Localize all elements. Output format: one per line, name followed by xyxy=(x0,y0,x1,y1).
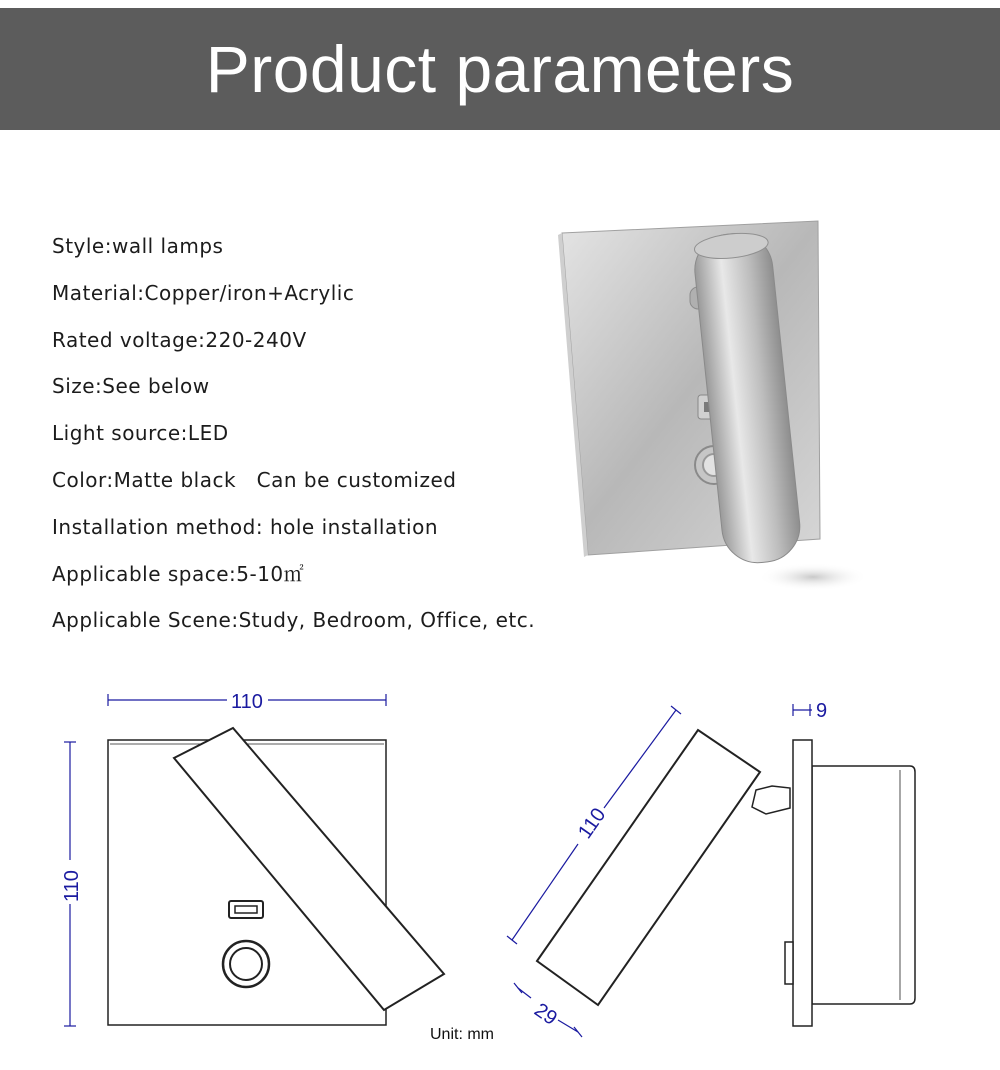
front-view xyxy=(108,728,444,1025)
spec-scene: Applicable Scene:Study, Bedroom, Office, etc. xyxy=(52,608,536,633)
side-arm xyxy=(752,786,790,814)
spec-style: Style:wall lamps xyxy=(52,234,224,258)
side-thickness-dimension xyxy=(793,704,812,716)
spec-space: Applicable space:5-10㎡ xyxy=(52,561,305,586)
spec-installation: Installation method: hole installation xyxy=(52,514,439,539)
spec-size: Size:See below xyxy=(52,374,210,399)
dimension-drawing xyxy=(0,680,1000,1070)
product-photo xyxy=(548,205,868,605)
side-lamp-tube xyxy=(537,730,760,1005)
spec-color: Color:Matte black Can be customized xyxy=(52,467,457,492)
side-view xyxy=(537,730,915,1026)
page-title: Product parameters xyxy=(205,32,795,106)
unit-label: Unit: mm xyxy=(430,1026,494,1043)
side-button-bump xyxy=(785,942,793,984)
front-width-label: 110 xyxy=(231,691,263,713)
side-length-label: 110 xyxy=(574,804,611,843)
header-banner xyxy=(0,8,1000,130)
spec-list xyxy=(52,226,572,647)
side-mount-box xyxy=(812,766,915,1004)
spec-light-source: Light source:LED xyxy=(52,421,229,446)
front-height-label: 110 xyxy=(61,870,83,902)
side-diameter-label: 29 xyxy=(530,999,561,1030)
side-thickness-label: 9 xyxy=(816,700,828,722)
side-wall-plate xyxy=(793,740,812,1026)
spec-material: Material:Copper/iron+Acrylic xyxy=(52,280,355,305)
spec-rated-voltage: Rated voltage:220-240V xyxy=(52,327,307,352)
